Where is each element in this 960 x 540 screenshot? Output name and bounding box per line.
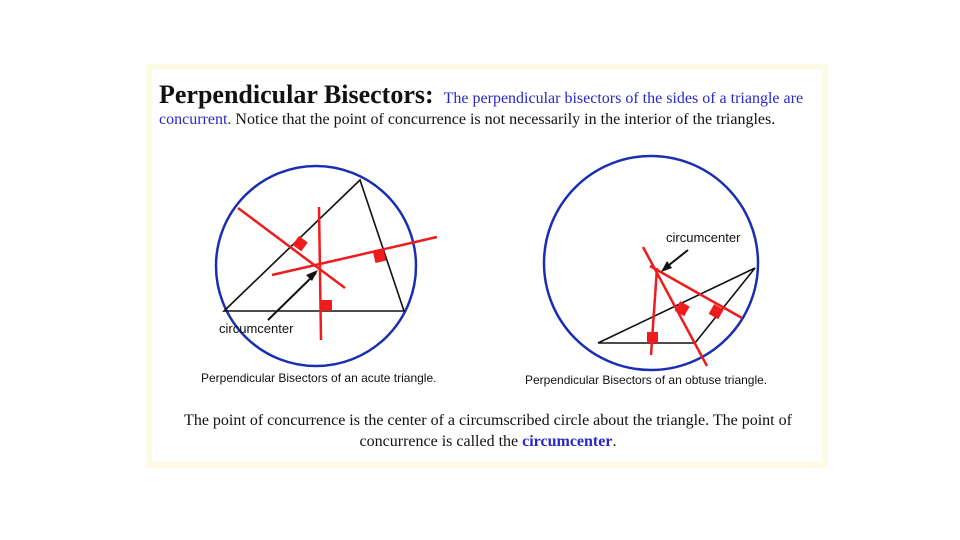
obtuse-caption: Perpendicular Bisectors of an obtuse triangle. [525,373,768,387]
conclusion-text: The point of concurrence is the center of a circumscribed circle about the triangle. The point of concurrence is called the [184,412,792,450]
acute-right-angle-mark-3 [321,300,332,311]
obtuse-circumcenter-label: circumcenter [666,230,741,245]
obtuse-right-angle-mark-3 [647,332,658,343]
obtuse-bisector-3 [650,266,742,318]
obtuse-triangle-figure [544,156,758,370]
acute-bisector-left [238,208,345,288]
acute-pointer-arrow [268,273,316,320]
intro-concurrent-statement: The perpendicular bisectors of the sides of a triangle are concurrent. [159,90,804,128]
circumcenter-term: circumcenter [522,433,613,450]
obtuse-arrowhead [661,261,672,272]
acute-arrowhead [306,270,318,281]
conclusion-paragraph [164,410,812,452]
acute-bisector-vertical [319,207,321,340]
acute-caption: Perpendicular Bisectors of an acute triangle. [201,371,437,385]
acute-triangle-figure [216,166,437,366]
obtuse-right-angle-mark-1 [675,301,690,316]
conclusion-period: . [612,433,617,450]
acute-circumcenter-label: circumcenter [219,321,294,336]
intro-note: Notice that the point of concurrence is not necessarily in the interior of the triangles. [235,111,776,128]
heading: Perpendicular Bisectors: [159,80,434,109]
acute-triangle [224,180,404,311]
